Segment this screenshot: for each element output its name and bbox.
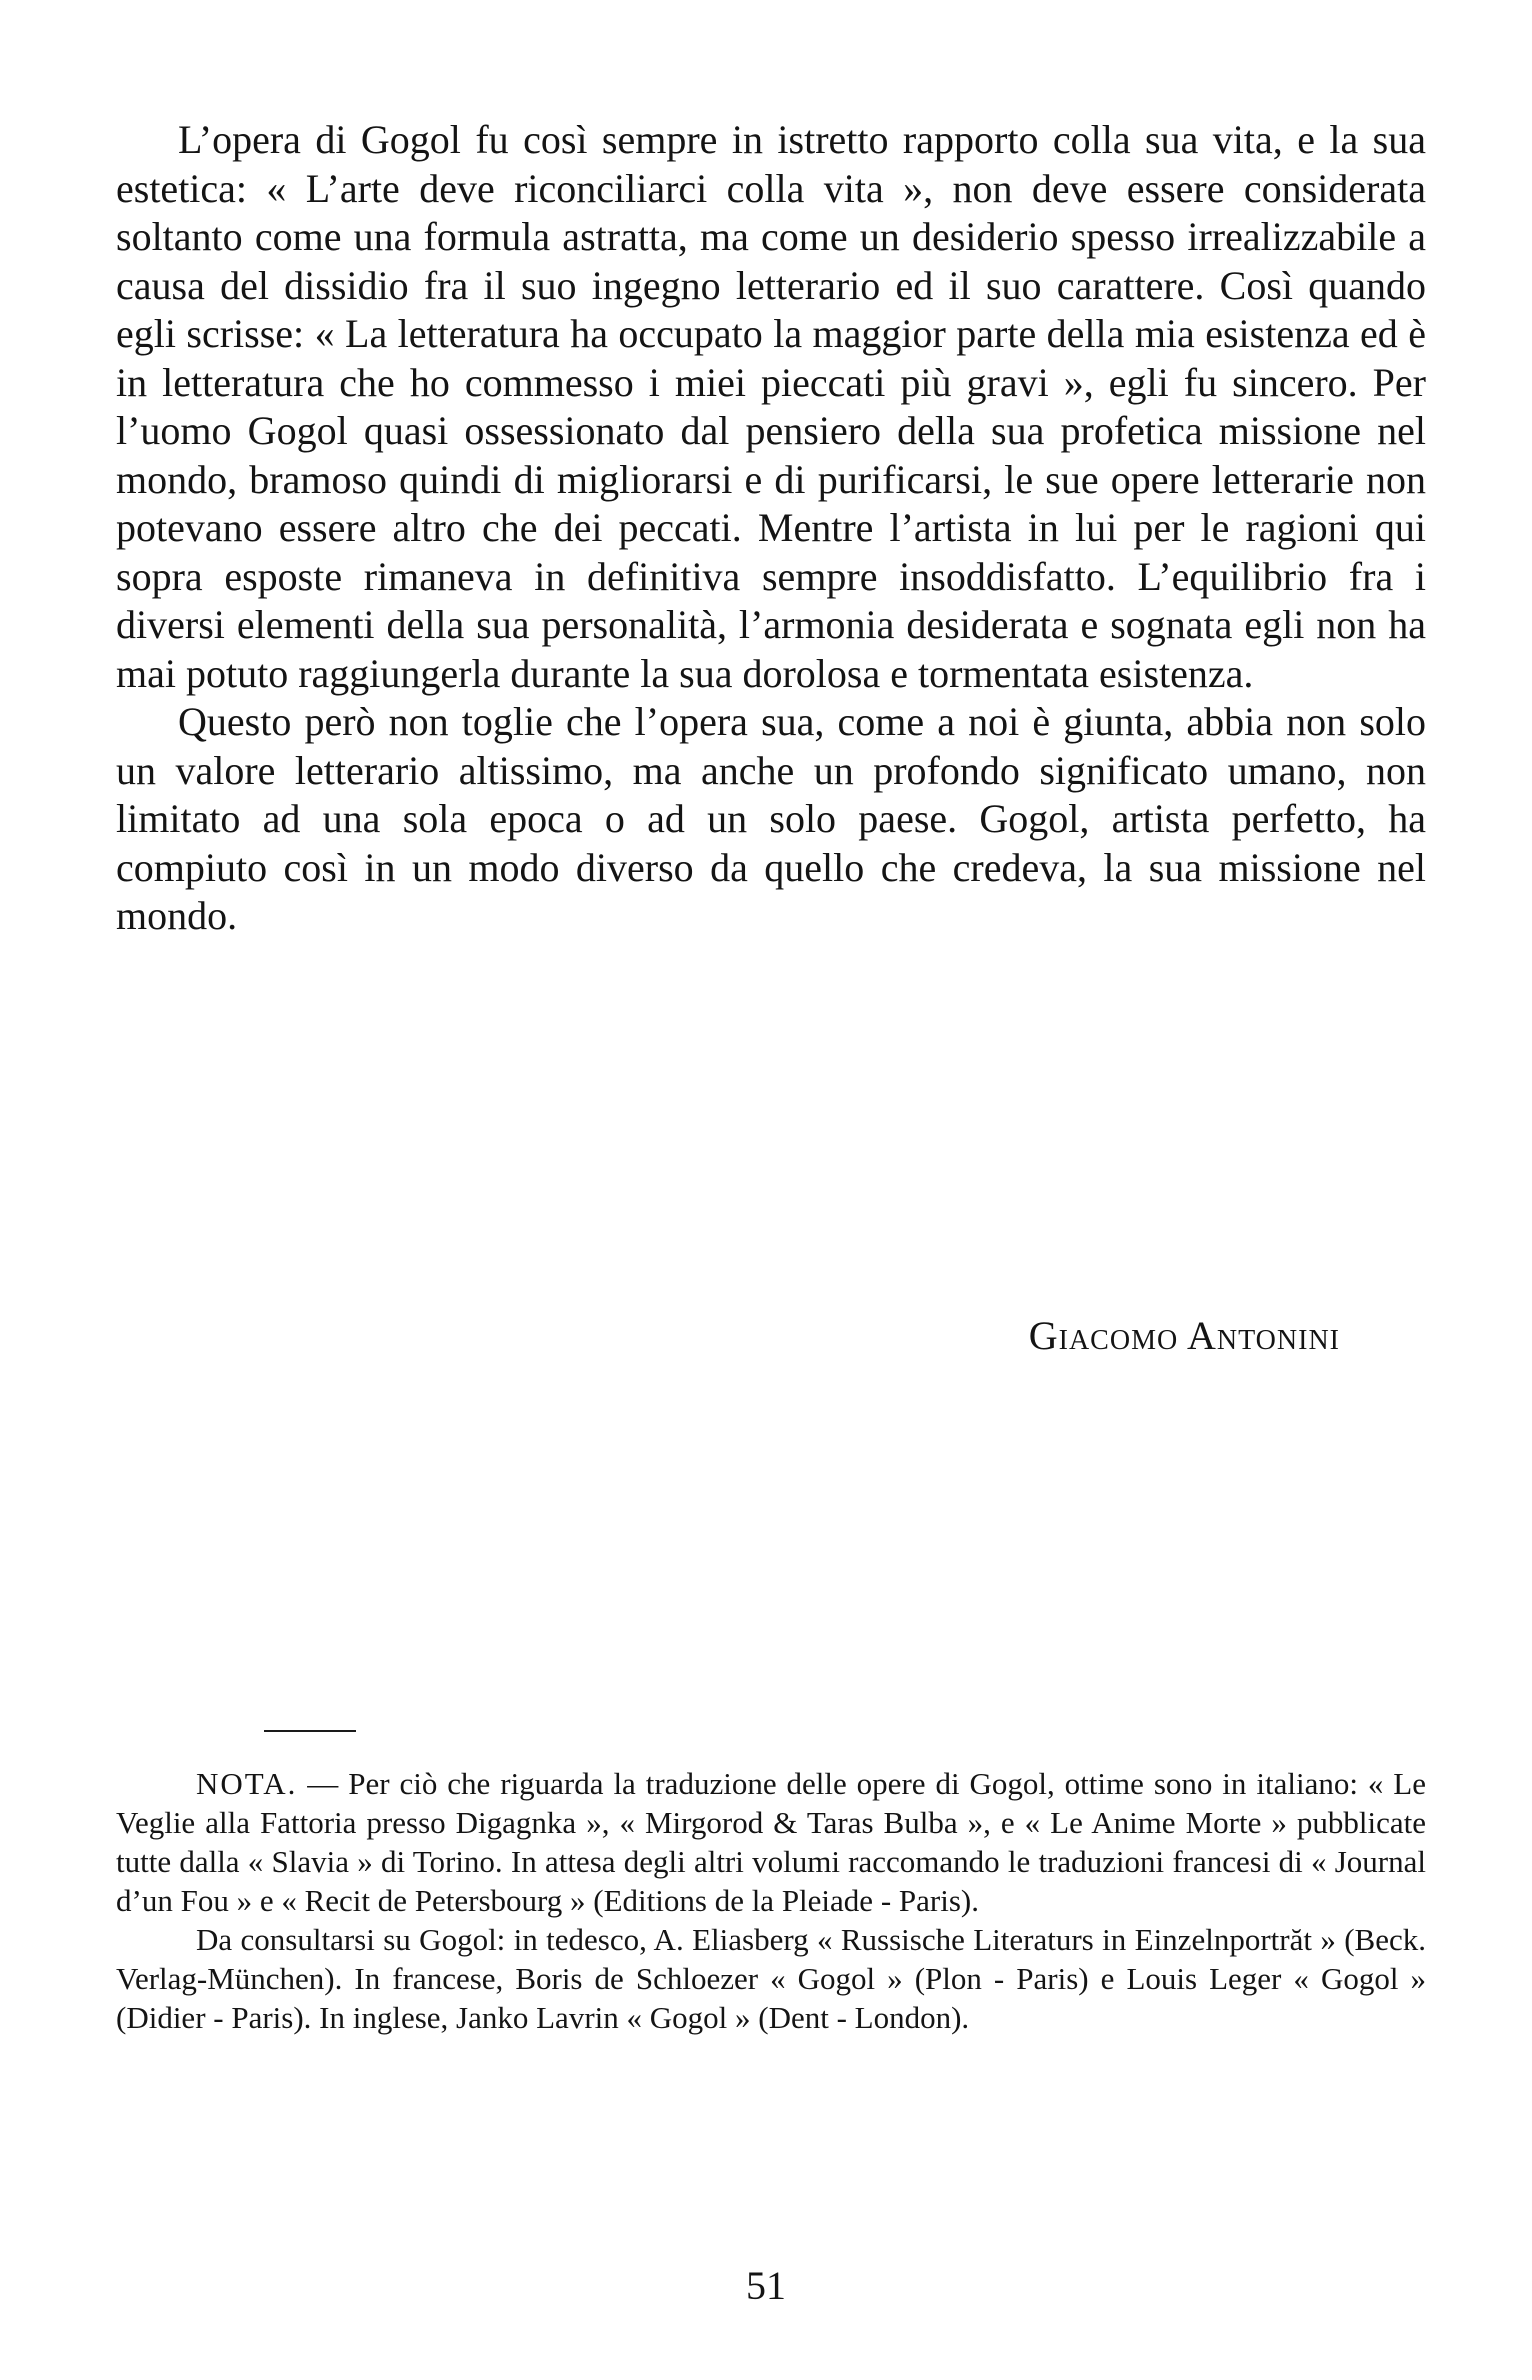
- body-paragraph-1: L’opera di Gogol fu così sempre in istretto rapporto colla sua vita, e la sua estetica: « L’arte deve riconciliarci colla vita », non deve essere considerata soltanto come una formula astratta, ma come un desiderio spesso irrealizzabile a causa del dissidio fra il suo ingegno letterario ed il suo carattere. Così quando egli scrisse: « La letteratura ha occupato la maggior parte della mia esistenza ed è in letteratura che ho commesso i miei pieccati più gravi », egli fu sincero. Per l’uomo Gogol quasi ossessionato dal pensiero della sua profetica missione nel mondo, bramoso quindi di migliorarsi e di purificarsi, le sue opere letterarie non potevano essere altro che dei peccati. Mentre l’artista in lui per le ragioni qui sopra esposte rimaneva in definitiva sempre insoddisfatto. L’equilibrio fra i diversi elementi della sua personalità, l’armonia desiderata e sognata egli non ha mai potuto raggiungerla durante la sua dorolosa e tormentata esistenza.: [116, 117, 1426, 696]
- footnote-paragraph-2: Da consultarsi su Gogol: in tedesco, A. Eliasberg « Russische Literaturs in Einzelnportrăt » (Beck. Verlag-München). In francese, Boris de Schloezer « Gogol » (Plon - Paris) e Louis Leger « Gogol » (Didier - Paris). In inglese, Janko Lavrin « Gogol » (Dent - London).: [116, 1922, 1426, 2035]
- footnote-block: [116, 1764, 1426, 2037]
- footnote-divider: [264, 1730, 356, 1732]
- body-paragraph-2: Questo però non toglie che l’opera sua, come a noi è giunta, abbia non solo un valore letterario altissimo, ma anche un profondo significato umano, non limitato ad una sola epoca o ad un solo paese. Gogol, artista perfetto, ha compiuto così in un modo diverso da quello che credeva, la sua missione nel mondo.: [116, 699, 1426, 938]
- footnote-text-1: — Per ciò che riguarda la traduzione delle opere di Gogol, ottime sono in italiano: « Le Veglie alla Fattoria presso Digagnka », « Mirgorod & Taras Bulba », e « Le Anime Morte » pubblicate tutte dalla « Slavia » di Torino. In attesa degli altri volumi raccomando le traduzioni francesi di « Journal d’un Fou » e « Recit de Petersbourg » (Editions de la Pleiade - Paris).: [116, 1766, 1426, 1918]
- page-number: 51: [746, 2263, 786, 2308]
- article-body: [116, 116, 1426, 941]
- footnote-label: NOTA.: [196, 1766, 298, 1801]
- footnote-paragraph-1: [116, 1764, 1426, 1920]
- author-signature: Giacomo Antonini: [1028, 1313, 1340, 1358]
